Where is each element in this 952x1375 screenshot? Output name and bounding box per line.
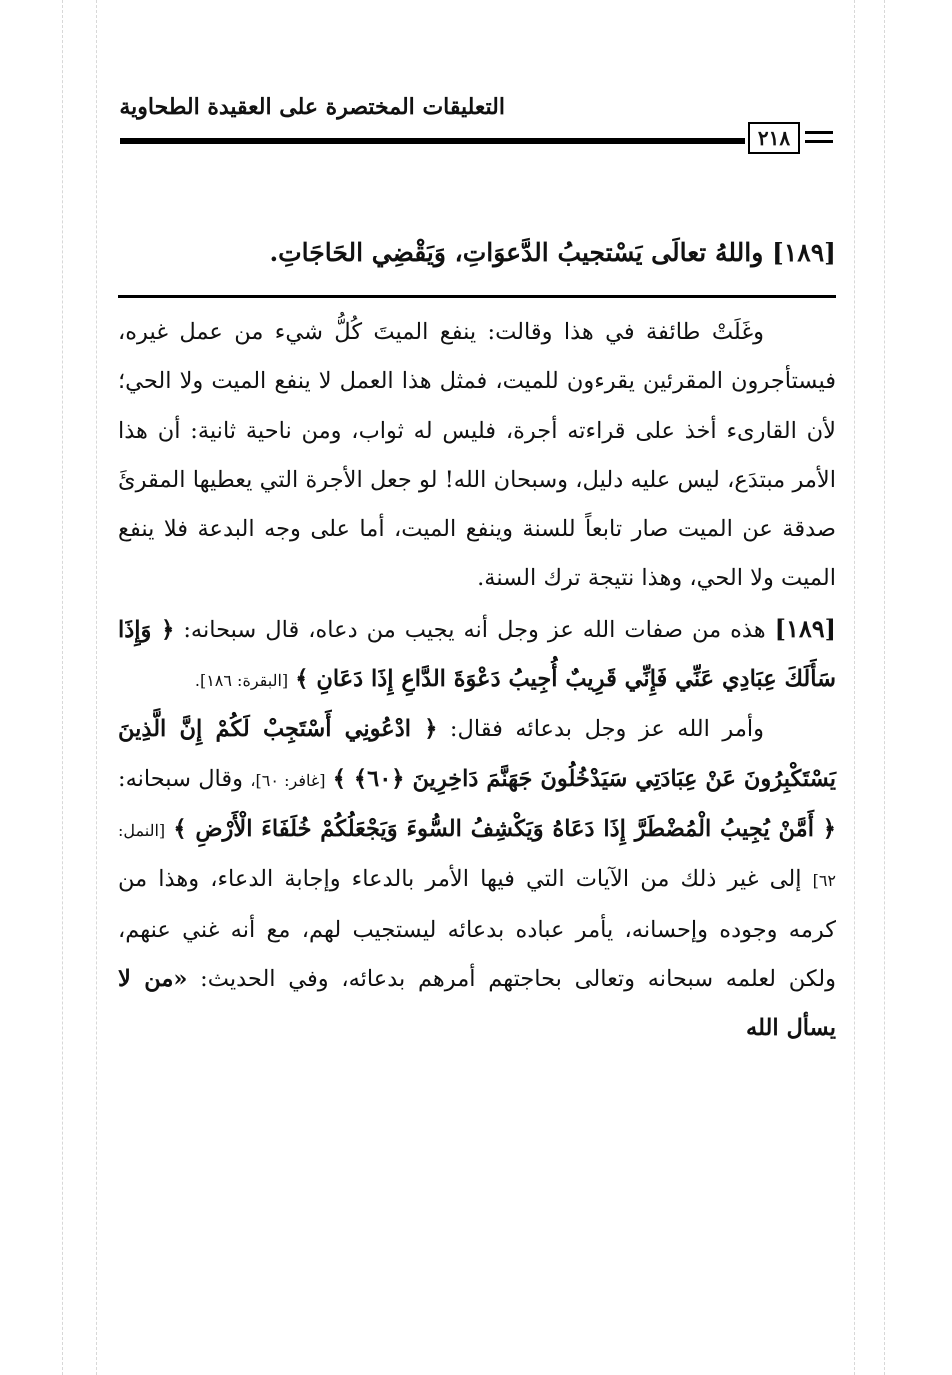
scan-artifact-line — [884, 0, 885, 1375]
running-header-title: التعليقات المختصرة على العقيدة الطحاوية — [119, 94, 505, 120]
quran-verse: ﴿ أَمَّنْ يُجِيبُ الْمُضْطَرَّ إِذَا دَعَاهُ وَيَكْشِفُ السُّوءَ وَيَجْعَلُكُمْ خُلَفَاءَ الْأَرْضِ ﴾ — [173, 815, 836, 842]
commentary-paragraph — [118, 604, 836, 706]
scan-artifact-line — [62, 0, 63, 1375]
commentary-paragraph: وغَلَتْ طائفة في هذا وقالت: ينفع الميتَ كُلُّ شيء من عمل غيره، فيستأجرون المقرئين يقرءون للميت، فمثل هذا العمل لا ينفع الميت ولا الحي؛ لأن القارىء أخذ على قراءته أجرة، فليس له ثواب، ومن ناحية ثانية: أن هذا الأمر مبتدَع، ليس عليه دليل، وسبحان الله! لو جعل الأجرة التي يعطيها المقرئَ صدقة عن الميت صار تابعاً للسنة وينفع الميت، أما على وجه البدعة فلا ينفع الميت ولا الحي، وهذا نتيجة ترك السنة. — [118, 319, 836, 592]
quran-verse: ﴿ وَإِذَا سَأَلَكَ عِبَادِي عَنِّي فَإِنِّي قَرِيبٌ أُجِيبُ دَعْوَةَ الدَّاعِ إِذَا دَعَانِ ﴾ — [118, 616, 836, 693]
hadith-quote: «من لا يسأل الله — [118, 965, 836, 1042]
commentary-text: هذه من صفات الله عز وجل أنه يجيب من دعاه، قال سبحانه: — [183, 616, 766, 643]
header-rule — [120, 138, 745, 144]
quran-verse: ﴿ ادْعُونِي أَسْتَجِبْ لَكُمْ إِنَّ الَّذِينَ يَسْتَكْبِرُونَ عَنْ عِبَادَتِي سَيَدْخُلُونَ جَهَنَّمَ دَاخِرِينَ ﴿٦٠﴾ ﴾ — [118, 716, 837, 792]
commentary-text: إلى غير ذلك من الآيات التي فيها الأمر بالدعاء وإجابة الدعاء، وهذا من كرمه وجوده وإحسانه، يأمر عباده بدعائه ليستجيب لهم، مع أنه غني عنهم، ولكن لعلمه سبحانه وتعالى بحاجتهم أمرهم بدعائه، وفي الحديث: — [118, 866, 836, 992]
verse-citation: [البقرة: ١٨٦]. — [194, 671, 289, 691]
scan-artifact-line — [854, 0, 855, 1375]
page-number: ٢١٨ — [748, 122, 800, 154]
verse-citation: [النمل: ٦٢] — [118, 820, 837, 891]
page-number-ornament — [805, 140, 833, 143]
verse-citation: [غافر: ٦٠]، — [250, 770, 326, 790]
scan-artifact-line — [96, 0, 97, 1375]
commentary-paragraph — [118, 705, 836, 1053]
commentary-text: وأمر الله عز وجل بدعائه فقال: — [449, 716, 764, 743]
matn-number: [١٨٩] — [772, 238, 836, 267]
matn-separator-rule — [118, 295, 836, 298]
commentary-text: وقال سبحانه: — [118, 765, 244, 792]
commentary-number: [١٨٩] — [774, 613, 837, 643]
matn-text: واللهُ تعالَى يَسْتجيبُ الدَّعوَاتِ، وَيَقْضِي الحَاجَاتِ. — [269, 238, 764, 267]
matn-line — [200, 238, 836, 267]
page-number-ornament — [805, 131, 833, 134]
commentary-body — [118, 308, 836, 1053]
